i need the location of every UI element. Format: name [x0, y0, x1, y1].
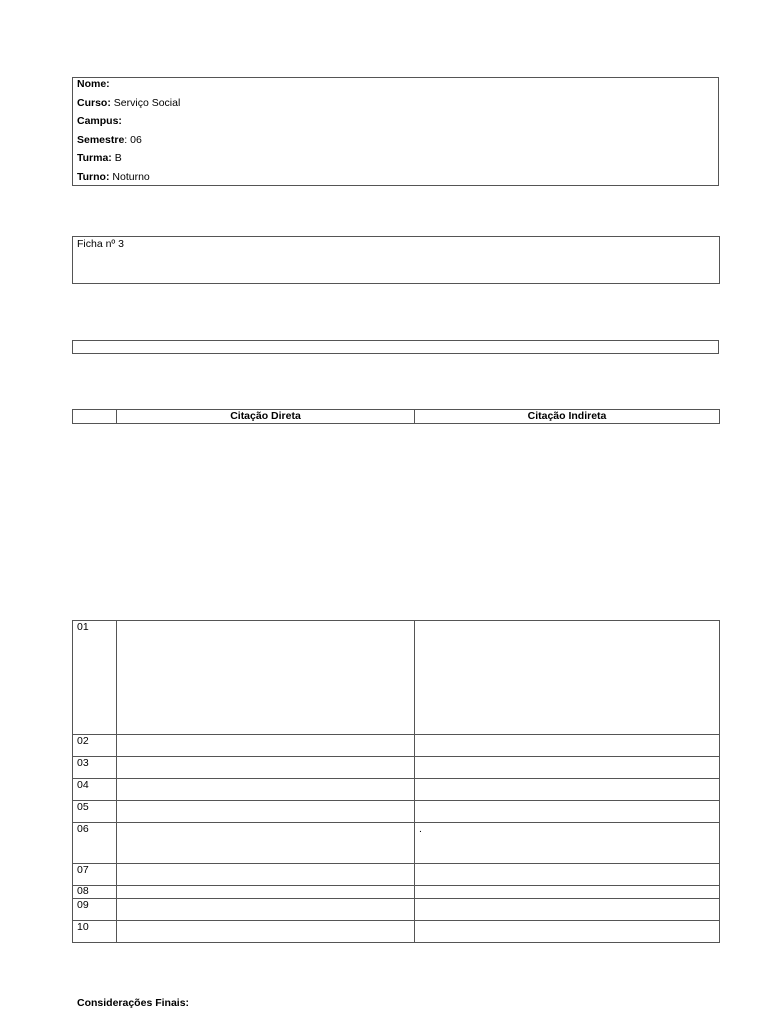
- curso-label: Curso:: [77, 96, 111, 109]
- header-row: [73, 410, 720, 424]
- row-indireta-cell: [415, 735, 720, 757]
- campus-row: [77, 112, 714, 131]
- row-direta-cell: [117, 899, 415, 921]
- row-indireta-cell: [415, 864, 720, 886]
- table-row: [73, 886, 720, 899]
- header-number-cell: [73, 410, 117, 424]
- row-number: 08: [73, 886, 117, 899]
- nome-row: [77, 75, 714, 94]
- table-row: [73, 779, 720, 801]
- row-direta-cell: [117, 757, 415, 779]
- row-number: 04: [73, 779, 117, 801]
- curso-row: [77, 94, 714, 113]
- semestre-row: [77, 131, 714, 150]
- row-direta-cell: [117, 886, 415, 899]
- table-row: [73, 864, 720, 886]
- row-direta-cell: [117, 921, 415, 943]
- row-direta-cell: [117, 864, 415, 886]
- row-direta-cell: [117, 735, 415, 757]
- row-number: 09: [73, 899, 117, 921]
- row-indireta-cell: [415, 899, 720, 921]
- turno-row: [77, 168, 714, 187]
- row-number: 07: [73, 864, 117, 886]
- turma-row: [77, 149, 714, 168]
- table-row: [73, 735, 720, 757]
- empty-field-box: [72, 340, 719, 354]
- row-number: 01: [73, 621, 117, 735]
- row-number: 06: [73, 823, 117, 864]
- row-indireta-cell: [415, 921, 720, 943]
- row-indireta-cell: [415, 621, 720, 735]
- table-row: [73, 899, 720, 921]
- student-info-box: [72, 77, 719, 186]
- turno-label: Turno:: [77, 170, 110, 183]
- row-indireta-cell: .: [415, 823, 720, 864]
- row-direta-cell: [117, 801, 415, 823]
- table-row: [73, 757, 720, 779]
- row-number: 10: [73, 921, 117, 943]
- row-indireta-cell: [415, 801, 720, 823]
- ficha-box: [72, 236, 720, 284]
- row-indireta-cell: [415, 886, 720, 899]
- ficha-title: Ficha nº 3: [77, 238, 125, 250]
- row-number: 05: [73, 801, 117, 823]
- final-considerations-label: Considerações Finais:: [77, 997, 190, 1009]
- header-indireta-cell: Citação Indireta: [415, 410, 720, 424]
- row-number: 03: [73, 757, 117, 779]
- table-row: [73, 823, 720, 864]
- semestre-value: : 06: [124, 133, 142, 146]
- row-number: 02: [73, 735, 117, 757]
- campus-label: Campus:: [77, 115, 122, 128]
- semestre-label: Semestre: [77, 133, 125, 146]
- table-row: [73, 921, 720, 943]
- turno-value: Noturno: [112, 170, 150, 183]
- turma-label: Turma:: [77, 152, 112, 165]
- turma-value: B: [114, 152, 122, 165]
- row-indireta-cell: [415, 757, 720, 779]
- row-direta-cell: [117, 823, 415, 864]
- row-direta-cell: [117, 779, 415, 801]
- row-direta-cell: [117, 621, 415, 735]
- nome-label: Nome:: [77, 78, 110, 90]
- curso-value: Serviço Social: [113, 96, 181, 109]
- citation-header-table: [72, 409, 720, 424]
- header-direta-cell: Citação Direta: [117, 410, 415, 424]
- table-row: [73, 621, 720, 735]
- table-row: [73, 801, 720, 823]
- citation-rows-table: [72, 620, 720, 943]
- row-indireta-cell: [415, 779, 720, 801]
